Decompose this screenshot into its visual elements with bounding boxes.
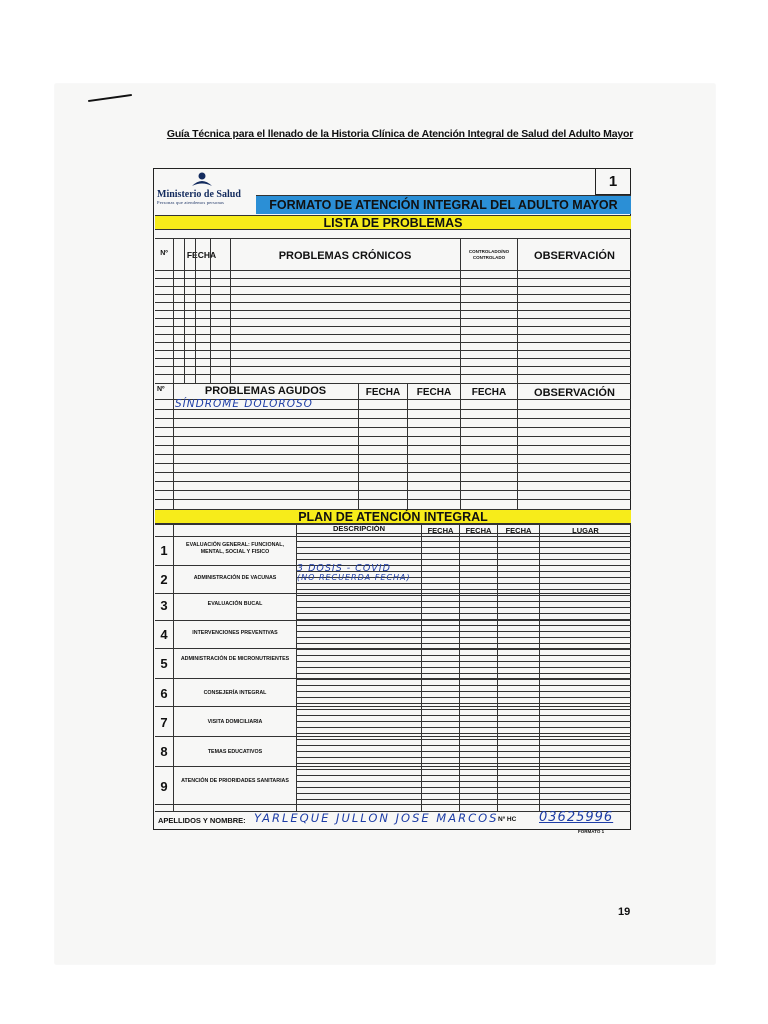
plan-row-line xyxy=(296,679,631,680)
plan-row-line xyxy=(296,721,631,722)
plan-row-line xyxy=(296,589,631,590)
acute-top-line xyxy=(155,383,631,384)
plan-row-line xyxy=(296,745,631,746)
acute-header-n: Nº xyxy=(157,386,165,393)
chronic-row-line xyxy=(155,358,631,359)
chronic-col-line xyxy=(460,238,461,383)
logo-tagline: Personas que atendemos personas xyxy=(157,200,225,205)
plan-row-line xyxy=(296,649,631,650)
plan-row-line xyxy=(296,763,631,764)
plan-block-line xyxy=(155,766,631,767)
plan-row-line xyxy=(296,643,631,644)
plan-num-6: 6 xyxy=(160,686,168,701)
chronic-header-n: Nº xyxy=(160,250,168,257)
plan-num-4: 4 xyxy=(160,627,168,642)
plan-row-line xyxy=(296,673,631,674)
plan-row-line xyxy=(296,793,631,794)
acute-row-line xyxy=(155,472,631,473)
plan-row-line xyxy=(296,739,631,740)
acute-header-fecha-2: FECHA xyxy=(416,387,452,398)
chronic-row-line xyxy=(155,286,631,287)
plan-header-top xyxy=(155,524,631,525)
acute-row-line xyxy=(155,445,631,446)
plan-label-1: EVALUACIÓN GENERAL: FUNCIONAL, MENTAL, SOCIAL Y FISICO xyxy=(186,542,284,555)
acute-row-line xyxy=(155,436,631,437)
plan-block-line xyxy=(155,706,631,707)
chronic-row-line xyxy=(155,302,631,303)
plan-row-line xyxy=(296,715,631,716)
plan-row-line xyxy=(296,595,631,596)
plan-row-line xyxy=(296,709,631,710)
plan-col-line xyxy=(421,524,422,811)
plan-row-line xyxy=(296,553,631,554)
plan-row-line xyxy=(296,775,631,776)
page-number: 19 xyxy=(618,906,631,918)
plan-label-5: ADMINISTRACIÓN DE MICRONUTRIENTES xyxy=(180,656,290,662)
chronic-row-line xyxy=(155,326,631,327)
plan-row-line xyxy=(296,637,631,638)
chronic-header-controlado: CONTROLADO/NO CONTROLADO xyxy=(468,249,510,260)
plan-num-2: 2 xyxy=(160,572,168,587)
plan-block-line xyxy=(155,593,631,594)
plan-row-line xyxy=(296,799,631,800)
form-number: 1 xyxy=(595,169,630,195)
plan-row-line xyxy=(296,751,631,752)
chronic-col-line xyxy=(195,238,196,383)
main-title: FORMATO DE ATENCIÓN INTEGRAL DEL ADULTO MAYOR xyxy=(256,195,631,214)
plan-row-line xyxy=(296,691,631,692)
chronic-col-line xyxy=(517,238,518,383)
plan-row-line xyxy=(296,631,631,632)
vaccine-note-line-2: (NO RECUERDA FECHA) xyxy=(297,573,411,582)
chronic-header-problemas: PROBLEMAS CRÓNICOS xyxy=(278,250,412,262)
plan-col-line xyxy=(459,524,460,811)
plan-row-line xyxy=(296,613,631,614)
footer-name-value: YARLEQUE JULLON JOSE MARCOS xyxy=(254,811,499,825)
chronic-col-line xyxy=(173,238,174,383)
plan-row-line xyxy=(296,559,631,560)
plan-col-line xyxy=(497,524,498,811)
plan-num-3: 3 xyxy=(160,598,168,613)
acute-col-line xyxy=(358,383,359,509)
chronic-header-observacion: OBSERVACIÓN xyxy=(534,250,615,262)
plan-title: PLAN DE ATENCIÓN INTEGRAL xyxy=(155,509,631,524)
chronic-row-line xyxy=(155,310,631,311)
acute-col-line xyxy=(517,383,518,509)
acute-row-line xyxy=(155,418,631,419)
plan-col-line xyxy=(539,524,540,811)
chronic-col-line xyxy=(230,238,231,383)
plan-row-line xyxy=(296,583,631,584)
acute-header-problemas: PROBLEMAS AGUDOS xyxy=(204,385,327,397)
acute-col-line xyxy=(460,383,461,509)
plan-label-2: ADMINISTRACIÓN DE VACUNAS xyxy=(193,575,277,581)
problems-title: LISTA DE PROBLEMAS xyxy=(155,215,631,230)
plan-block-line xyxy=(155,620,631,621)
plan-label-7: VISITA DOMICILIARIA xyxy=(207,719,263,725)
plan-num-1: 1 xyxy=(160,543,168,558)
chronic-col-line xyxy=(184,238,185,383)
formato-label: FORMATO 1 xyxy=(578,829,605,834)
plan-row-line xyxy=(296,781,631,782)
chronic-row-line xyxy=(155,342,631,343)
chronic-row-line xyxy=(155,278,631,279)
chronic-row-line xyxy=(155,318,631,319)
plan-num-7: 7 xyxy=(160,715,168,730)
plan-row-line xyxy=(296,661,631,662)
plan-num-5: 5 xyxy=(160,656,168,671)
plan-row-line xyxy=(296,769,631,770)
plan-header-fecha-3: FECHA xyxy=(505,526,532,535)
plan-label-9: ATENCIÓN DE PRIORIDADES SANITARIAS xyxy=(181,778,289,784)
plan-block-line xyxy=(155,736,631,737)
plan-row-line xyxy=(296,727,631,728)
plan-row-line xyxy=(296,625,631,626)
footer-name-label: APELLIDOS Y NOMBRE: xyxy=(158,816,246,825)
plan-header-descripcion: DESCRIPCIÓN xyxy=(332,524,386,533)
plan-row-line xyxy=(296,703,631,704)
acute-header-fecha-3: FECHA xyxy=(471,387,507,398)
footer-nhc-value: 03625996 xyxy=(539,810,614,825)
plan-header-fecha-1: FECHA xyxy=(427,526,454,535)
acute-header-fecha-1: FECHA xyxy=(365,387,401,398)
plan-row-line xyxy=(296,655,631,656)
plan-row-line xyxy=(296,547,631,548)
plan-label-8: TEMAS EDUCATIVOS xyxy=(207,749,263,755)
plan-row-line xyxy=(296,757,631,758)
acute-entry-1: SÍNDROME DOLOROSO xyxy=(175,398,313,410)
plan-row-line xyxy=(296,733,631,734)
guide-title: Guía Técnica para el llenado de la Historia Clínica de Atención Integral de Salud del Adulto Mayor xyxy=(166,128,634,140)
acute-col-line xyxy=(407,383,408,509)
plan-block-line xyxy=(155,804,631,805)
chronic-row-line xyxy=(155,374,631,375)
acute-row-line xyxy=(155,481,631,482)
plan-header-fecha-2: FECHA xyxy=(465,526,492,535)
chronic-row-line xyxy=(155,294,631,295)
acute-header-observacion: OBSERVACIÓN xyxy=(534,387,615,399)
acute-row-line xyxy=(155,427,631,428)
chronic-row-line xyxy=(155,350,631,351)
chronic-col-line xyxy=(210,238,211,383)
plan-col-line xyxy=(173,524,174,811)
plan-row-line xyxy=(296,667,631,668)
plan-row-line xyxy=(296,541,631,542)
plan-label-4: INTERVENCIONES PREVENTIVAS xyxy=(192,630,278,636)
plan-block-line xyxy=(155,536,631,537)
plan-header-lugar: LUGAR xyxy=(572,526,599,535)
plan-row-line xyxy=(296,619,631,620)
plan-row-line xyxy=(296,697,631,698)
vaccine-note-line-1: 3 DOSIS - COVID xyxy=(297,563,391,574)
chronic-row-line xyxy=(155,334,631,335)
logo-name: Ministerio de Salud xyxy=(157,189,241,200)
plan-row-line xyxy=(296,601,631,602)
acute-row-line xyxy=(155,463,631,464)
chronic-row-line xyxy=(155,366,631,367)
acute-row-line xyxy=(155,499,631,500)
acute-row-line xyxy=(155,454,631,455)
chronic-header-bottom xyxy=(155,270,631,271)
plan-label-3: EVALUACIÓN BUCAL xyxy=(207,601,263,607)
chronic-top-line xyxy=(155,238,631,239)
chronic-header-fecha: FECHA xyxy=(186,250,217,260)
plan-header-bottom xyxy=(296,533,631,534)
plan-num-8: 8 xyxy=(160,744,168,759)
plan-num-9: 9 xyxy=(160,779,168,794)
plan-row-line xyxy=(296,787,631,788)
acute-row-line xyxy=(155,490,631,491)
acute-col-line xyxy=(173,383,174,509)
plan-label-6: CONSEJERÍA INTEGRAL xyxy=(203,690,267,696)
footer-nhc-label: Nº HC xyxy=(498,816,517,823)
plan-row-line xyxy=(296,607,631,608)
plan-row-line xyxy=(296,685,631,686)
